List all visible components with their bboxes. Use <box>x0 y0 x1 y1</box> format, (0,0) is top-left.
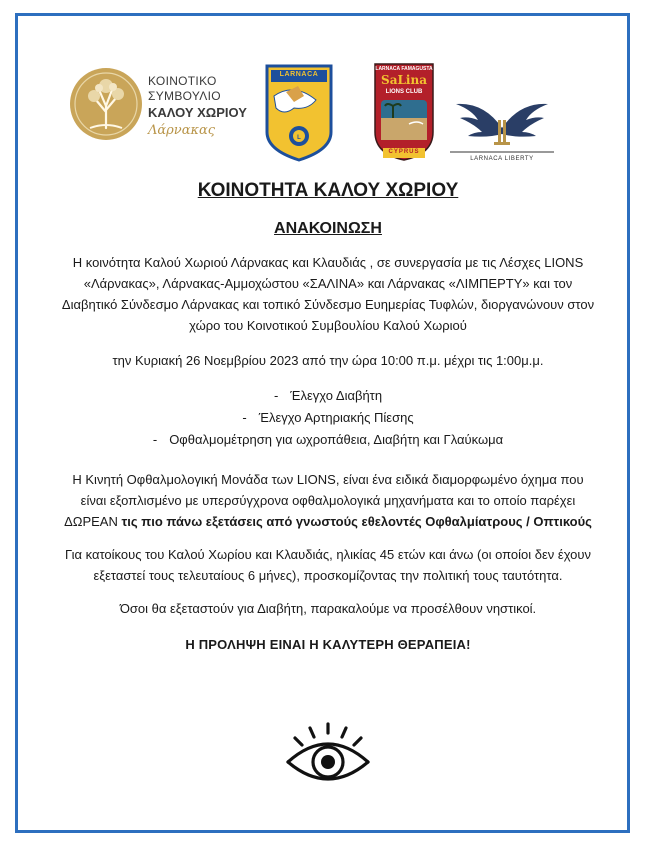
checkup-item: Έλεγχο Αρτηριακής Πίεσης <box>258 410 414 425</box>
salina-club-label: LIONS CLUB <box>385 89 423 95</box>
salina-country-label: CYPRUS <box>388 149 420 155</box>
announcement-body <box>58 178 598 655</box>
council-script: Λάρνακας <box>148 123 216 138</box>
mobile-unit-text-1: Η Κινητή Οφθαλμολογική Μονάδα των LIONS, είναι ένα ειδικά διαμορφωμένο όχημα που είναι εξοπλισμένο με υπερσύγχρονα οφθαλμολογικά μηχανήματα και το οποίο παρέχει <box>72 472 584 508</box>
fasting-note: Όσοι θα εξεταστούν για Διαβήτη, παρακαλούμε να προσέλθουν νηστικοί. <box>119 601 537 616</box>
community-council-text <box>148 74 278 140</box>
list-bullet: - <box>242 410 247 425</box>
salina-name: SaLina <box>381 73 427 87</box>
council-line-1: ΚΟΙΝΟΤΙΚΟ <box>148 74 217 88</box>
salina-lions-logo <box>373 62 435 162</box>
list-item <box>58 407 598 429</box>
mobile-unit-paragraph <box>58 469 598 532</box>
council-line-2: ΣΥΜΒΟΥΛΙΟ <box>148 89 221 103</box>
announcement-heading: ΑΝΑΚΟΙΝΩΣΗ <box>274 220 382 237</box>
list-item <box>58 429 598 451</box>
residents-paragraph: Για κατοίκους του Καλού Χωρίου και Κλαυδιάς, ηλικίας 45 ετών και άνω (οι οποίοι δεν έχουν εξεταστεί τους τελευταίους 6 μήνες), προσκομίζοντας την πολιτική τους ταυτότητα. <box>64 547 592 583</box>
salina-top-label: LARNACA FAMAGUSTA <box>375 66 433 72</box>
council-line-3: ΚΑΛΟΥ ΧΩΡΙΟΥ <box>148 105 247 120</box>
list-bullet: - <box>273 388 279 403</box>
larnaca-liberty-label: LARNACA LIBERTY <box>470 156 534 162</box>
larnaca-liberty-logo <box>448 98 558 168</box>
page-title: ΚΟΙΝΟΤΗΤΑ ΚΑΛΟΥ ΧΩΡΙΟΥ <box>197 180 459 201</box>
larnaca-lions-label: LARNACA <box>279 71 319 78</box>
checkup-item: Έλεγχο Διαβήτη <box>290 388 383 403</box>
checkup-item: Οφθαλμομέτρηση για ωχροπάθεια, Διαβήτη και Γλαύκωμα <box>169 432 504 447</box>
event-datetime: την Κυριακή 26 Νοεμβρίου 2023 από την ώρα 10:00 π.μ. μέχρι τις 1:00μ.μ. <box>112 353 544 368</box>
intro-paragraph: Η κοινότητα Καλού Χωριού Λάρνακας και Κλαυδιάς , σε συνεργασία με τις Λέσχες LIONS «Λάρνακας», Λάρνακας-Αμμοχώστου «ΣΑΛΙΝΑ» και Λάρνακας «ΛΙΜΠΕΡΤΥ» και τον Διαβητικό Σύνδεσμο Λάρνακας και τοπικό Σύνδεσμο Ευημερίας Τυφλών, διοργανώνουν στον χώρο του Κοινοτικού Συμβουλίου Καλού Χωριού <box>61 255 595 333</box>
svg-text:L: L <box>297 135 301 141</box>
eye-icon <box>282 718 374 792</box>
mobile-unit-text-2: τις πιο πάνω εξετάσεις από γνωστούς εθελοντές Οφθαλμίατρους / Οπτικούς <box>117 514 592 529</box>
slogan: Η ΠΡΟΛΗΨΗ ΕΙΝΑΙ Η ΚΑΛΥΤΕΡΗ ΘΕΡΑΠΕΙΑ! <box>185 637 471 652</box>
logo-row <box>68 60 588 170</box>
tree-icon <box>68 66 144 142</box>
free-keyword: ΔΩΡΕΑΝ <box>64 514 118 529</box>
list-item <box>58 385 598 407</box>
checkup-list <box>58 385 598 451</box>
list-bullet: - <box>152 432 158 447</box>
community-council-logo <box>68 66 268 146</box>
larnaca-lions-logo <box>264 62 334 162</box>
winged-emblem-icon <box>448 98 556 156</box>
